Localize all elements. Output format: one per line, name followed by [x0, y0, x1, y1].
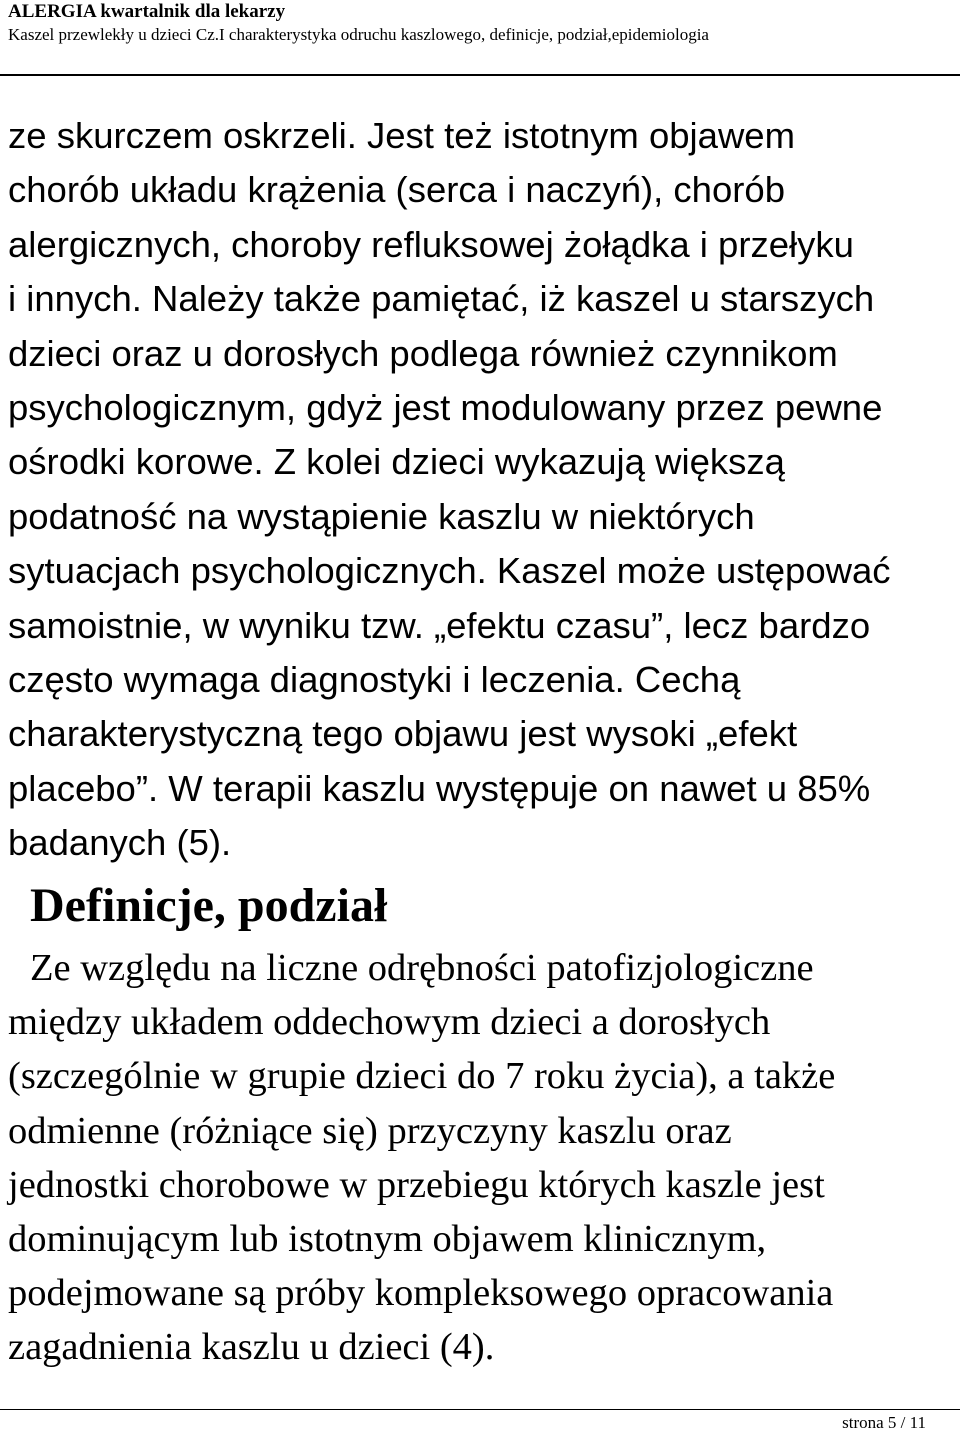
text-line: podatność na wystąpienie kaszlu w niektórych [8, 495, 755, 537]
text-line: często wymaga diagnostyki i leczenia. Cechą [8, 659, 741, 701]
text-line: alergicznych, choroby refluksowej żołądka i przełyku [8, 223, 854, 265]
body-paragraph-2 [8, 941, 958, 1375]
text-line: jednostki chorobowe w przebiegu których kaszle jest [8, 1163, 825, 1206]
text-line: odmienne (różniące się) przyczyny kaszlu oraz [8, 1109, 732, 1152]
text-line: (szczególnie w grupie dzieci do 7 roku życia), a także [8, 1055, 836, 1098]
text-line: charakterystyczną tego objawu jest wysoki „efekt [8, 713, 798, 755]
text-line: samoistnie, w wyniku tzw. „efektu czasu”, lecz bardzo [8, 604, 871, 646]
page-header [8, 0, 958, 46]
text-line: podejmowane są próby kompleksowego opracowania [8, 1272, 834, 1315]
text-line: dominującym lub istotnym objawem klinicznym, [8, 1218, 767, 1261]
text-line: psychologicznym, gdyż jest modulowany przez pewne [8, 387, 883, 429]
page-number: strona 5 / 11 [842, 1413, 926, 1432]
text-line: ośrodki korowe. Z kolei dzieci wykazują większą [8, 441, 785, 483]
text-line: placebo”. W terapii kaszlu występuje on nawet u 85% [8, 767, 871, 809]
text-line: sytuacjach psychologicznych. Kaszel może ustępować [8, 550, 891, 592]
text-line: badanych (5). [8, 822, 232, 864]
text-line: ze skurczem oskrzeli. Jest też istotnym objawem [8, 115, 796, 156]
text-line: Ze względu na liczne odrębności patofizjologiczne [30, 947, 814, 989]
running-head: Kaszel przewlekły u dzieci Cz.I charakterystyka odruchu kaszlowego, definicje, podział,epidemiologia [8, 25, 709, 44]
journal-title: ALERGIA kwartalnik dla lekarzy [8, 1, 286, 22]
body-paragraph-1 [8, 109, 958, 871]
header-divider [0, 74, 960, 76]
section-heading: Definicje, podział [30, 879, 388, 932]
text-line: chorób układu krążenia (serca i naczyń), chorób [8, 169, 786, 211]
text-line: i innych. Należy także pamiętać, iż kaszel u starszych [8, 278, 875, 320]
text-line: dzieci oraz u dorosłych podlega również czynnikom [8, 332, 838, 374]
text-line: między układem oddechowym dzieci a dorosłych [8, 1001, 771, 1044]
text-line: zagadnienia kaszlu u dzieci (4). [8, 1326, 495, 1369]
footer-divider [0, 1409, 960, 1410]
